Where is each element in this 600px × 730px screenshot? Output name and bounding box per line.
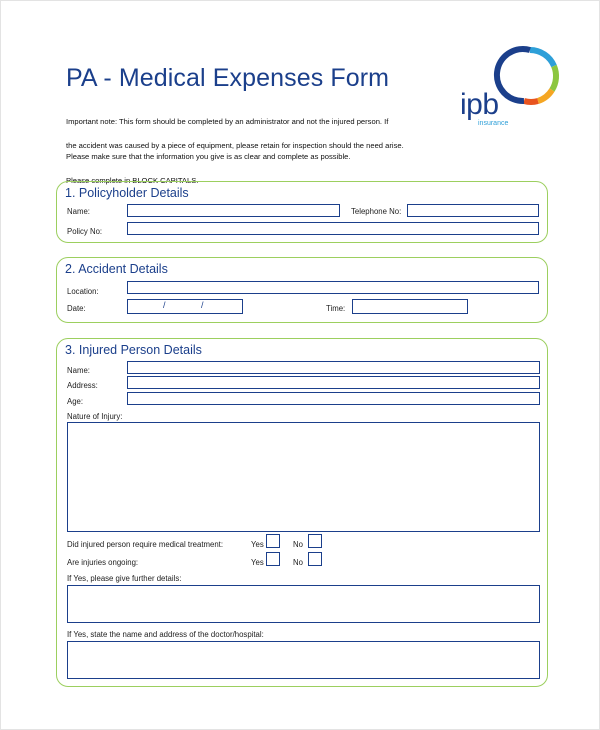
logo-subtext: insurance xyxy=(478,120,509,127)
instruction-line-2: Please complete in BLOCK CAPITALS. xyxy=(66,176,199,185)
ongoing-no-label: No xyxy=(293,558,303,567)
doctor-hospital-field[interactable] xyxy=(67,641,540,679)
treatment-yes-checkbox[interactable] xyxy=(266,534,280,548)
time-field[interactable] xyxy=(352,299,468,314)
treatment-yes-label: Yes xyxy=(251,540,264,549)
accident-heading: 2. Accident Details xyxy=(65,262,168,276)
injured-person-heading: 3. Injured Person Details xyxy=(65,343,202,357)
injured-name-field[interactable] xyxy=(127,361,540,374)
further-details-label: If Yes, please give further details: xyxy=(67,574,182,583)
injured-name-label: Name: xyxy=(67,366,90,375)
date-field[interactable] xyxy=(127,299,243,314)
date-separator-2: / xyxy=(201,300,204,310)
important-note-line-1: Important note: This form should be completed by an administrator and not the injured person. If xyxy=(66,117,389,126)
telephone-field[interactable] xyxy=(407,204,539,217)
instruction-line-1: Please make sure that the information you give is as clear and complete as possible. xyxy=(66,152,351,161)
policyholder-name-field[interactable] xyxy=(127,204,340,217)
further-details-field[interactable] xyxy=(67,585,540,623)
age-field[interactable] xyxy=(127,392,540,405)
medical-treatment-question: Did injured person require medical treatment: xyxy=(67,540,224,549)
nature-of-injury-field[interactable] xyxy=(67,422,540,532)
policyholder-name-label: Name: xyxy=(67,207,90,216)
form-title: PA - Medical Expenses Form xyxy=(66,64,390,92)
age-label: Age: xyxy=(67,397,84,406)
treatment-no-label: No xyxy=(293,540,303,549)
telephone-label: Telephone No: xyxy=(351,207,402,216)
policy-number-field[interactable] xyxy=(127,222,539,235)
accident-section xyxy=(56,257,548,323)
policyholder-section xyxy=(56,181,548,243)
address-field[interactable] xyxy=(127,376,540,389)
doctor-hospital-label: If Yes, state the name and address of the doctor/hospital: xyxy=(67,630,264,639)
location-field[interactable] xyxy=(127,281,539,294)
ongoing-no-checkbox[interactable] xyxy=(308,552,322,566)
date-label: Date: xyxy=(67,304,86,313)
nature-of-injury-label: Nature of Injury: xyxy=(67,412,123,421)
logo-wordmark: ipb xyxy=(460,88,499,121)
policy-number-label: Policy No: xyxy=(67,227,103,236)
date-separator-1: / xyxy=(163,300,166,310)
address-label: Address: xyxy=(67,381,98,390)
injuries-ongoing-question: Are injuries ongoing: xyxy=(67,558,139,567)
important-note-line-2: the accident was caused by a piece of equipment, please retain for inspection should the need arise. xyxy=(66,141,404,150)
ongoing-yes-label: Yes xyxy=(251,558,264,567)
time-label: Time: xyxy=(326,304,346,313)
injured-person-section xyxy=(56,338,548,687)
policyholder-heading: 1. Policyholder Details xyxy=(65,186,189,200)
ongoing-yes-checkbox[interactable] xyxy=(266,552,280,566)
treatment-no-checkbox[interactable] xyxy=(308,534,322,548)
location-label: Location: xyxy=(67,287,99,296)
